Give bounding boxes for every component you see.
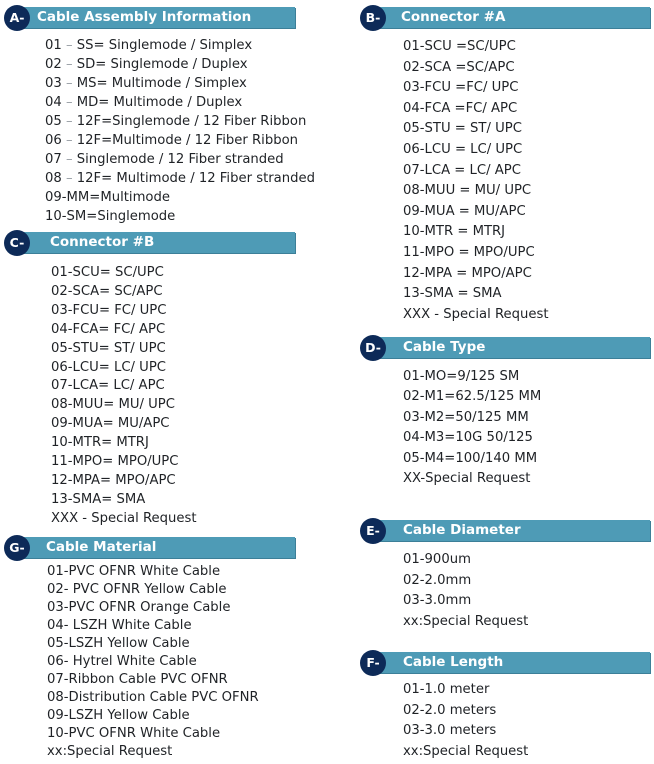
list-item: 02 – SD= Singlemode / Duplex <box>45 57 248 72</box>
option-list <box>360 680 650 762</box>
list-item: 03-3.0mm <box>403 593 472 608</box>
list-item: 03-M2=50/125 MM <box>403 409 529 425</box>
section-title: Cable Diameter <box>403 522 521 538</box>
list-item: 05-LSZH Yellow Cable <box>47 636 190 651</box>
section-title-bar <box>15 7 295 28</box>
list-item: 01-SCU= SC/UPC <box>51 265 164 280</box>
list-item: xx:Special Request <box>47 744 173 759</box>
list-item: 08 – 12F= Multimode / 12 Fiber stranded <box>45 171 315 186</box>
list-item: 04-FCA= FC/ APC <box>51 321 166 337</box>
list-item: 02-SCA= SC/APC <box>51 283 163 299</box>
list-item: 03-PVC OFNR Orange Cable <box>47 600 231 615</box>
list-item: 02- PVC OFNR Yellow Cable <box>47 582 227 597</box>
section-connector-a <box>360 5 650 325</box>
list-item: 03-FCU =FC/ UPC <box>403 80 519 96</box>
list-item: 08-Distribution Cable PVC OFNR <box>47 690 259 705</box>
list-item: 01-MO=9/125 SM <box>403 369 520 384</box>
list-item: 03 – MS= Multimode / Simplex <box>45 76 247 91</box>
list-item: XX-Special Request <box>403 471 531 487</box>
option-list <box>360 367 650 489</box>
section-title-bar <box>371 7 650 28</box>
section-badge: E- <box>360 518 386 544</box>
section-badge: A- <box>4 5 30 31</box>
list-item: 05-STU = ST/ UPC <box>403 121 522 137</box>
list-item: 01 – SS= Singlemode / Simplex <box>45 38 253 53</box>
list-item: 02-M1=62.5/125 MM <box>403 389 542 405</box>
list-item: 05-M4=100/140 MM <box>403 450 538 466</box>
list-item: 04- LSZH White Cable <box>47 618 192 633</box>
section-badge: B- <box>360 5 386 31</box>
list-item: 12-MPA = MPO/APC <box>403 265 532 281</box>
section-title: Connector #B <box>50 234 155 250</box>
list-item: 09-MUA= MU/APC <box>51 416 170 432</box>
list-item: 04 – MD= Multimode / Duplex <box>45 95 243 110</box>
list-item: 13-SMA = SMA <box>403 286 502 302</box>
list-item: 08-MUU = MU/ UPC <box>403 183 532 199</box>
section-header <box>4 535 304 559</box>
section-title-bar <box>371 337 650 358</box>
list-item: 12-MPA= MPO/APC <box>51 472 176 488</box>
list-item: 04-FCA =FC/ APC <box>403 100 518 116</box>
section-title: Cable Assembly Information <box>37 9 252 25</box>
section-title: Cable Type <box>403 339 486 355</box>
list-item: 07 – Singlemode / 12 Fiber stranded <box>45 152 284 167</box>
section-connector-b <box>4 230 304 529</box>
section-badge: D- <box>360 335 386 361</box>
list-item: 02-SCA =SC/APC <box>403 59 515 75</box>
list-item: 01-1.0 meter <box>403 682 490 697</box>
list-item: XXX - Special Request <box>51 510 197 526</box>
section-title-bar <box>15 537 295 558</box>
list-item: 03-3.0 meters <box>403 723 497 738</box>
list-item: 06 – 12F=Multimode / 12 Fiber Ribbon <box>45 133 298 148</box>
list-item: XXX - Special Request <box>403 306 549 322</box>
section-title: Cable Length <box>403 654 504 670</box>
section-badge: G- <box>4 535 30 561</box>
section-header <box>360 650 650 674</box>
section-title-bar <box>371 652 650 673</box>
list-item: 08-MUU= MU/ UPC <box>51 397 175 413</box>
section-header <box>360 5 650 29</box>
list-item: 07-Ribbon Cable PVC OFNR <box>47 672 228 687</box>
section-header <box>360 518 650 542</box>
list-item: 07-LCA= LC/ APC <box>51 378 165 394</box>
list-item: 11-MPO= MPO/UPC <box>51 454 179 470</box>
list-item: 10-PVC OFNR White Cable <box>47 726 221 741</box>
option-list <box>360 550 650 632</box>
list-item: xx:Special Request <box>403 613 529 629</box>
list-item: 13-SMA= SMA <box>51 491 146 507</box>
list-item: 09-MUA = MU/APC <box>403 203 526 219</box>
option-list <box>360 37 650 325</box>
list-item: 09-MM=Multimode <box>45 190 170 205</box>
section-header <box>4 230 304 254</box>
list-item: 11-MPO = MPO/UPC <box>403 244 535 260</box>
section-title-bar <box>15 232 295 253</box>
list-item: 06-LCU = LC/ UPC <box>403 141 523 157</box>
option-list <box>4 563 304 761</box>
list-item: 06- Hytrel White Cable <box>47 654 197 669</box>
list-item: 04-M3=10G 50/125 <box>403 430 533 446</box>
option-list <box>4 264 304 529</box>
list-item: 07-LCA = LC/ APC <box>403 162 521 178</box>
section-cable-material <box>4 535 304 761</box>
section-header <box>360 335 650 359</box>
section-badge: F- <box>360 650 386 676</box>
list-item: 09-LSZH Yellow Cable <box>47 708 190 723</box>
section-title: Connector #A <box>401 9 506 25</box>
section-cable-length <box>360 650 650 762</box>
list-item: 06-LCU= LC/ UPC <box>51 359 166 375</box>
list-item: 03-FCU= FC/ UPC <box>51 302 167 318</box>
section-header <box>4 5 304 29</box>
list-item: 01-SCU =SC/UPC <box>403 39 516 54</box>
list-item: 01-900um <box>403 552 471 567</box>
list-item: 10-SM=Singlemode <box>45 209 176 224</box>
list-item: 05-STU= ST/ UPC <box>51 340 166 356</box>
section-cable-type <box>360 335 650 489</box>
list-item: 01-PVC OFNR White Cable <box>47 564 221 579</box>
list-item: 05 – 12F=Singlemode / 12 Fiber Ribbon <box>45 114 307 129</box>
list-item: xx:Special Request <box>403 743 529 759</box>
section-badge: C- <box>4 230 30 256</box>
list-item: 02-2.0 meters <box>403 702 497 718</box>
section-cable-diameter <box>360 518 650 632</box>
list-item: 02-2.0mm <box>403 572 472 588</box>
section-cable-assembly-information <box>4 5 315 226</box>
section-title-bar <box>371 520 650 541</box>
list-item: 10-MTR= MTRJ <box>51 435 149 451</box>
option-list <box>4 36 315 226</box>
section-title: Cable Material <box>46 539 157 555</box>
list-item: 10-MTR = MTRJ <box>403 224 506 240</box>
